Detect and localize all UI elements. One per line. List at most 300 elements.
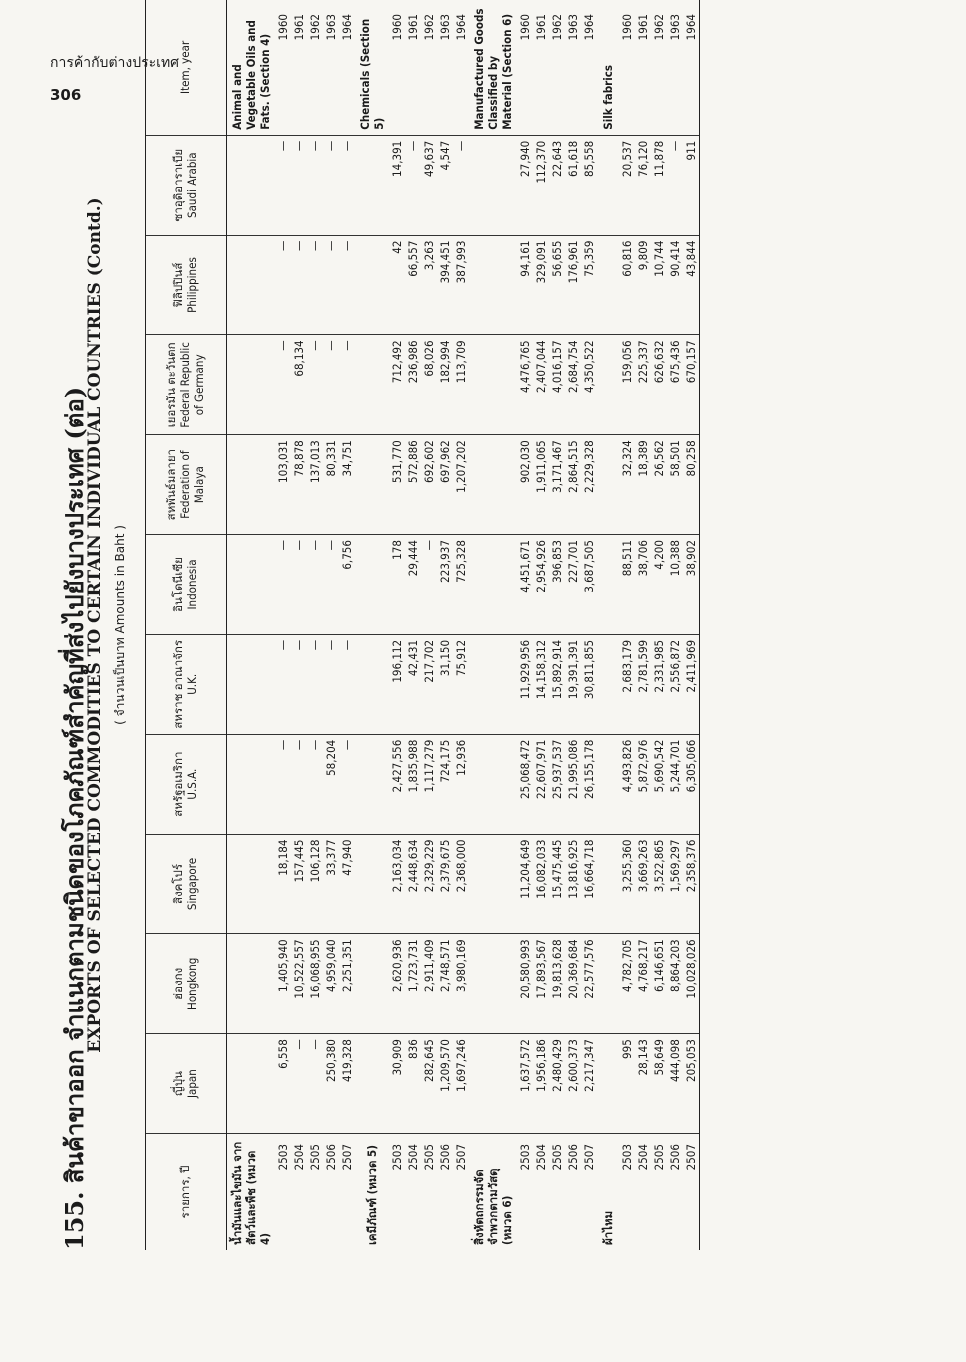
table-number: 155. [60, 1191, 89, 1250]
value-cell [355, 435, 389, 535]
row-label-thai: น้ำมันและไขมัน จากสัตว์และพืช (หมวด 4) [230, 1141, 272, 1245]
value-cell: 2,229,328 [581, 435, 597, 535]
value-cell: 2,864,515 [565, 435, 581, 535]
value-cell [227, 135, 276, 235]
value-cell: 5,872,976 [635, 734, 651, 834]
value-cell: 3,980,169 [453, 934, 469, 1034]
table-row [581, 0, 597, 1250]
value-cell [227, 734, 276, 834]
row-label-thai: 2504 [292, 1144, 306, 1171]
value-cell: 5,690,542 [651, 734, 667, 834]
value-cell: 3,522,865 [651, 834, 667, 934]
table-row [517, 0, 533, 1250]
value-cell [469, 734, 517, 834]
row-label-english: 1961 [533, 0, 549, 135]
value-cell: 6,305,066 [683, 734, 700, 834]
table-row [549, 0, 565, 1250]
value-cell: 68,134 [291, 335, 307, 435]
row-label-english: 1960 [517, 0, 533, 135]
column-header-english: Item, year [178, 40, 193, 94]
column-header [146, 734, 227, 834]
row-label-thai: 2505 [550, 1144, 564, 1171]
column-header [146, 435, 227, 535]
row-label-english: 1962 [549, 0, 565, 135]
value-cell: 670,157 [683, 335, 700, 435]
value-cell: 1,835,988 [405, 734, 421, 834]
value-cell: 626,632 [651, 335, 667, 435]
value-cell [355, 1034, 389, 1134]
table-title-english: EXPORTS OF SELECTED COMMODITIES TO CERTAIN INDIVIDUAL COUNTRIES (Contd.) [85, 197, 105, 1053]
value-cell: 2,163,034 [389, 834, 405, 934]
row-label-thai: 2506 [324, 1144, 338, 1171]
value-cell: 56,655 [549, 235, 565, 335]
value-cell: — [291, 235, 307, 335]
value-cell: 2,620,936 [389, 934, 405, 1034]
column-header-thai: สหพันธ์มลายา [164, 448, 179, 521]
table-header-row [146, 0, 227, 1250]
value-cell: 28,143 [635, 1034, 651, 1134]
row-label-english: 1961 [405, 0, 421, 135]
value-cell: 11,204,649 [517, 834, 533, 934]
row-label-english: 1962 [421, 0, 437, 135]
row-label-thai: 2506 [438, 1144, 452, 1171]
value-cell: 205,053 [683, 1034, 700, 1134]
value-cell: 2,217,347 [581, 1034, 597, 1134]
table-row [667, 0, 683, 1250]
value-cell [469, 535, 517, 635]
value-cell: 103,031 [275, 435, 291, 535]
column-header-thai: ฟิลิปปินส์ [171, 262, 186, 308]
row-label-english: Animal and Vegetable Oils and Fats. (Section 4) [227, 0, 276, 135]
value-cell: 182,994 [437, 335, 453, 435]
column-header-thai: อินโดนีเซีย [171, 557, 186, 612]
value-cell [355, 335, 389, 435]
value-cell: 724,175 [437, 734, 453, 834]
column-header-thai: ซาอุดิอาราเบีย [171, 148, 186, 222]
table-row [453, 0, 469, 1250]
table-row [437, 0, 453, 1250]
value-cell: — [291, 535, 307, 635]
row-label-thai: 2507 [340, 1144, 354, 1171]
value-cell: 1,697,246 [453, 1034, 469, 1134]
row-label-thai: 2504 [636, 1144, 650, 1171]
section-header-row [469, 0, 517, 1250]
value-cell: 572,886 [405, 435, 421, 535]
value-cell [469, 634, 517, 734]
row-label-english: 1960 [619, 0, 635, 135]
value-cell: 2,427,556 [389, 734, 405, 834]
value-cell: 4,476,765 [517, 335, 533, 435]
value-cell: — [275, 335, 291, 435]
value-cell: 387,993 [453, 235, 469, 335]
value-cell: 137,013 [307, 435, 323, 535]
value-cell: 5,244,701 [667, 734, 683, 834]
value-cell: 4,547 [437, 135, 453, 235]
value-cell: 27,940 [517, 135, 533, 235]
value-cell: — [307, 634, 323, 734]
row-label-thai: 2506 [668, 1144, 682, 1171]
column-header [146, 135, 227, 235]
row-label-thai: 2505 [422, 1144, 436, 1171]
table-row [565, 0, 581, 1250]
value-cell: 2,331,985 [651, 634, 667, 734]
row-label-thai: สิ่งหัตถกรรมจัด จำพวกตามวัสดุ (หมวด 6) [472, 1168, 514, 1245]
value-cell: 80,331 [323, 435, 339, 535]
row-label-thai: 2503 [518, 1144, 532, 1171]
column-header [146, 834, 227, 934]
value-cell: 4,493,826 [619, 734, 635, 834]
column-header-thai: รายการ, ปี [178, 1165, 193, 1219]
table-row [405, 0, 421, 1250]
value-cell: 26,155,178 [581, 734, 597, 834]
row-label-english: 1963 [667, 0, 683, 135]
value-cell: 157,445 [291, 834, 307, 934]
value-cell: 223,937 [437, 535, 453, 635]
value-cell [597, 335, 619, 435]
value-cell: 2,368,000 [453, 834, 469, 934]
value-cell: — [291, 135, 307, 235]
value-cell: 2,911,409 [421, 934, 437, 1034]
value-cell [355, 535, 389, 635]
row-label-english: 1964 [683, 0, 700, 135]
value-cell: 675,436 [667, 335, 683, 435]
value-cell: 2,781,599 [635, 634, 651, 734]
row-label-thai: 2503 [620, 1144, 634, 1171]
value-cell: — [291, 634, 307, 734]
value-cell [469, 1034, 517, 1134]
column-header [146, 634, 227, 734]
table-row [389, 0, 405, 1250]
value-cell: — [323, 135, 339, 235]
rotated-table-page [55, 0, 875, 1250]
row-label-english: 1964 [453, 0, 469, 135]
value-cell: 1,117,279 [421, 734, 437, 834]
value-cell: 75,359 [581, 235, 597, 335]
value-cell [597, 934, 619, 1034]
value-cell: 112,370 [533, 135, 549, 235]
value-cell: — [291, 734, 307, 834]
value-cell [227, 235, 276, 335]
value-cell [227, 634, 276, 734]
value-cell: — [339, 235, 355, 335]
value-cell: 419,328 [339, 1034, 355, 1134]
value-cell [597, 634, 619, 734]
value-cell: — [339, 135, 355, 235]
value-cell: 236,986 [405, 335, 421, 435]
value-cell: 394,451 [437, 235, 453, 335]
value-cell: 38,902 [683, 535, 700, 635]
column-header-english: U.S.A. [185, 768, 199, 800]
value-cell: 22,577,576 [581, 934, 597, 1034]
value-cell: 16,068,955 [307, 934, 323, 1034]
value-cell: 29,444 [405, 535, 421, 635]
value-cell [227, 435, 276, 535]
value-cell: 4,451,671 [517, 535, 533, 635]
value-cell: — [291, 1034, 307, 1134]
value-cell: — [339, 734, 355, 834]
value-cell: 2,329,229 [421, 834, 437, 934]
value-cell: 68,026 [421, 335, 437, 435]
section-header-row [597, 0, 619, 1250]
column-header [146, 335, 227, 435]
value-cell: 15,475,445 [549, 834, 565, 934]
value-cell: 2,411,969 [683, 634, 700, 734]
value-cell: 1,209,570 [437, 1034, 453, 1134]
value-cell: 2,748,571 [437, 934, 453, 1034]
value-cell: 60,816 [619, 235, 635, 335]
value-cell: 21,995,086 [565, 734, 581, 834]
value-cell: 712,492 [389, 335, 405, 435]
value-cell: 8,864,203 [667, 934, 683, 1034]
value-cell: 34,751 [339, 435, 355, 535]
value-cell: 18,184 [275, 834, 291, 934]
value-cell: 3,171,467 [549, 435, 565, 535]
row-label-english: 1963 [437, 0, 453, 135]
value-cell [469, 335, 517, 435]
row-label-english: 1964 [581, 0, 597, 135]
value-cell: 49,637 [421, 135, 437, 235]
value-cell [355, 834, 389, 934]
value-cell: 32,324 [619, 435, 635, 535]
value-cell: 10,388 [667, 535, 683, 635]
value-cell: — [667, 135, 683, 235]
value-cell: 13,816,925 [565, 834, 581, 934]
value-cell: 15,892,914 [549, 634, 565, 734]
value-cell: 75,912 [453, 634, 469, 734]
value-cell: 6,146,651 [651, 934, 667, 1034]
value-cell: — [307, 135, 323, 235]
value-cell: 30,811,855 [581, 634, 597, 734]
table-row [683, 0, 700, 1250]
value-cell: — [323, 335, 339, 435]
table-row [533, 0, 549, 1250]
table-row [339, 0, 355, 1250]
value-cell: — [307, 335, 323, 435]
exports-table [145, 0, 700, 1250]
value-cell: — [307, 734, 323, 834]
value-cell: 225,337 [635, 335, 651, 435]
value-cell: 227,701 [565, 535, 581, 635]
value-cell: 66,557 [405, 235, 421, 335]
value-cell: 2,684,754 [565, 335, 581, 435]
value-cell: 196,112 [389, 634, 405, 734]
value-cell: 20,369,684 [565, 934, 581, 1034]
value-cell [355, 934, 389, 1034]
table-row [323, 0, 339, 1250]
value-cell: 20,580,993 [517, 934, 533, 1034]
row-label-thai: 2507 [683, 1134, 700, 1250]
value-cell: — [275, 235, 291, 335]
value-cell: — [421, 535, 437, 635]
value-cell: 12,936 [453, 734, 469, 834]
value-cell: 20,537 [619, 135, 635, 235]
value-cell [597, 235, 619, 335]
value-cell: 6,558 [275, 1034, 291, 1134]
value-cell: 43,844 [683, 235, 700, 335]
column-header [146, 535, 227, 635]
row-label-english: 1960 [275, 0, 291, 135]
column-header [146, 1134, 227, 1250]
value-cell: 16,082,033 [533, 834, 549, 934]
row-label-english: 1964 [339, 0, 355, 135]
value-cell: 88,511 [619, 535, 635, 635]
table-row [421, 0, 437, 1250]
row-label-thai: 2507 [454, 1144, 468, 1171]
row-label-english: 1960 [389, 0, 405, 135]
value-cell [469, 934, 517, 1034]
column-header-english: Japan [185, 1069, 199, 1099]
value-cell: — [323, 634, 339, 734]
value-cell: 4,959,040 [323, 934, 339, 1034]
value-cell: 42 [389, 235, 405, 335]
value-cell [597, 734, 619, 834]
value-cell: — [339, 634, 355, 734]
column-header-thai: สิงคโปร์ [171, 863, 186, 904]
value-cell: 1,405,940 [275, 934, 291, 1034]
value-cell: 2,251,351 [339, 934, 355, 1034]
value-cell [597, 834, 619, 934]
value-cell: 19,391,391 [565, 634, 581, 734]
row-label-english: Silk fabrics [597, 0, 619, 135]
value-cell [227, 535, 276, 635]
value-cell: 85,558 [581, 135, 597, 235]
value-cell: 725,328 [453, 535, 469, 635]
value-cell: 113,709 [453, 335, 469, 435]
column-header [146, 1034, 227, 1134]
value-cell [597, 135, 619, 235]
value-cell: 58,204 [323, 734, 339, 834]
value-cell: 3,687,505 [581, 535, 597, 635]
value-cell: 217,702 [421, 634, 437, 734]
row-label-thai: 2504 [534, 1144, 548, 1171]
row-label-english: 1963 [565, 0, 581, 135]
value-cell: 25,937,537 [549, 734, 565, 834]
table-row [635, 0, 651, 1250]
value-cell: 25,068,472 [517, 734, 533, 834]
value-cell: — [275, 634, 291, 734]
column-header-english: Singapore [185, 857, 199, 911]
value-cell: — [339, 335, 355, 435]
value-cell: 2,556,872 [667, 634, 683, 734]
column-header-english: Federal Republic of Germany [178, 342, 206, 428]
value-cell [597, 1034, 619, 1134]
column-header-thai: ฮ่องกง [171, 967, 186, 1000]
value-cell: 47,940 [339, 834, 355, 934]
row-label-thai: 2507 [582, 1144, 596, 1171]
value-cell: 2,379,675 [437, 834, 453, 934]
value-cell: 178 [389, 535, 405, 635]
table-row [291, 0, 307, 1250]
value-cell: 1,569,297 [667, 834, 683, 934]
value-cell: — [323, 535, 339, 635]
value-cell: — [323, 235, 339, 335]
value-cell: 9,809 [635, 235, 651, 335]
value-cell: 2,600,373 [565, 1034, 581, 1134]
value-cell: 78,878 [291, 435, 307, 535]
value-cell: 58,501 [667, 435, 683, 535]
value-cell [355, 235, 389, 335]
value-cell [469, 834, 517, 934]
value-cell [355, 634, 389, 734]
value-cell [227, 335, 276, 435]
page-number: 306 [50, 86, 82, 104]
value-cell: — [275, 135, 291, 235]
value-cell: 692,602 [421, 435, 437, 535]
table-row [651, 0, 667, 1250]
value-cell: — [275, 535, 291, 635]
row-label-english: 1961 [635, 0, 651, 135]
table-row [307, 0, 323, 1250]
column-header [146, 934, 227, 1034]
value-cell: — [307, 1034, 323, 1134]
column-header-thai: ญี่ปุ่น [171, 1071, 186, 1097]
value-cell: 995 [619, 1034, 635, 1134]
value-cell: 6,756 [339, 535, 355, 635]
row-label-thai: 2503 [390, 1144, 404, 1171]
row-label-thai: เคมีภัณฑ์ (หมวด 5) [365, 1145, 379, 1245]
value-cell: 4,782,705 [619, 934, 635, 1034]
value-cell: 10,744 [651, 235, 667, 335]
value-cell: 10,522,557 [291, 934, 307, 1034]
value-cell: 329,091 [533, 235, 549, 335]
value-cell: — [307, 535, 323, 635]
value-cell: 58,649 [651, 1034, 667, 1134]
row-label-thai: ผ้าไหม [601, 1210, 615, 1245]
value-cell: 902,030 [517, 435, 533, 535]
table-body [227, 0, 700, 1250]
value-cell: 16,664,718 [581, 834, 597, 934]
table-title-block [55, 0, 143, 1250]
value-cell: 444,098 [667, 1034, 683, 1134]
row-label-english: Chemicals (Section 5) [355, 0, 389, 135]
column-header-english: Federation of Malaya [178, 450, 206, 519]
value-cell [597, 435, 619, 535]
value-cell: — [307, 235, 323, 335]
table-row [275, 0, 291, 1250]
value-cell: 159,056 [619, 335, 635, 435]
value-cell: 11,929,956 [517, 634, 533, 734]
value-cell: 1,956,186 [533, 1034, 549, 1134]
value-cell: 3,255,360 [619, 834, 635, 934]
column-header-english: Indonesia [185, 559, 199, 610]
value-cell: 2,358,376 [683, 834, 700, 934]
value-cell: 19,813,628 [549, 934, 565, 1034]
value-cell [469, 235, 517, 335]
running-header-title: การค้ากับต่างประเทศ [50, 55, 180, 71]
value-cell: 3,263 [421, 235, 437, 335]
table-title-thai-text: สินค้าขาออก จำแนกตามชนิดของโภคภัณฑ์สำคัญที่ส่งไปยังบางประเทศ (ต่อ) [60, 386, 89, 1184]
value-cell: 10,028,026 [683, 934, 700, 1034]
value-cell: 176,961 [565, 235, 581, 335]
value-cell: — [405, 135, 421, 235]
value-cell: 33,377 [323, 834, 339, 934]
section-header-row [355, 0, 389, 1250]
column-header-thai: เยอรมัน ตะวันตก [164, 342, 179, 428]
row-label-thai: 2503 [276, 1144, 290, 1171]
value-cell: 1,723,731 [405, 934, 421, 1034]
value-cell [355, 734, 389, 834]
value-cell: 76,120 [635, 135, 651, 235]
row-label-english: 1963 [323, 0, 339, 135]
column-header-english: U.K. [185, 673, 199, 695]
value-cell: 14,158,312 [533, 634, 549, 734]
value-cell [597, 535, 619, 635]
row-label-thai: 2504 [406, 1144, 420, 1171]
value-cell: 911 [683, 135, 700, 235]
section-header-row [227, 0, 276, 1250]
value-cell: 396,853 [549, 535, 565, 635]
value-cell: 26,562 [651, 435, 667, 535]
